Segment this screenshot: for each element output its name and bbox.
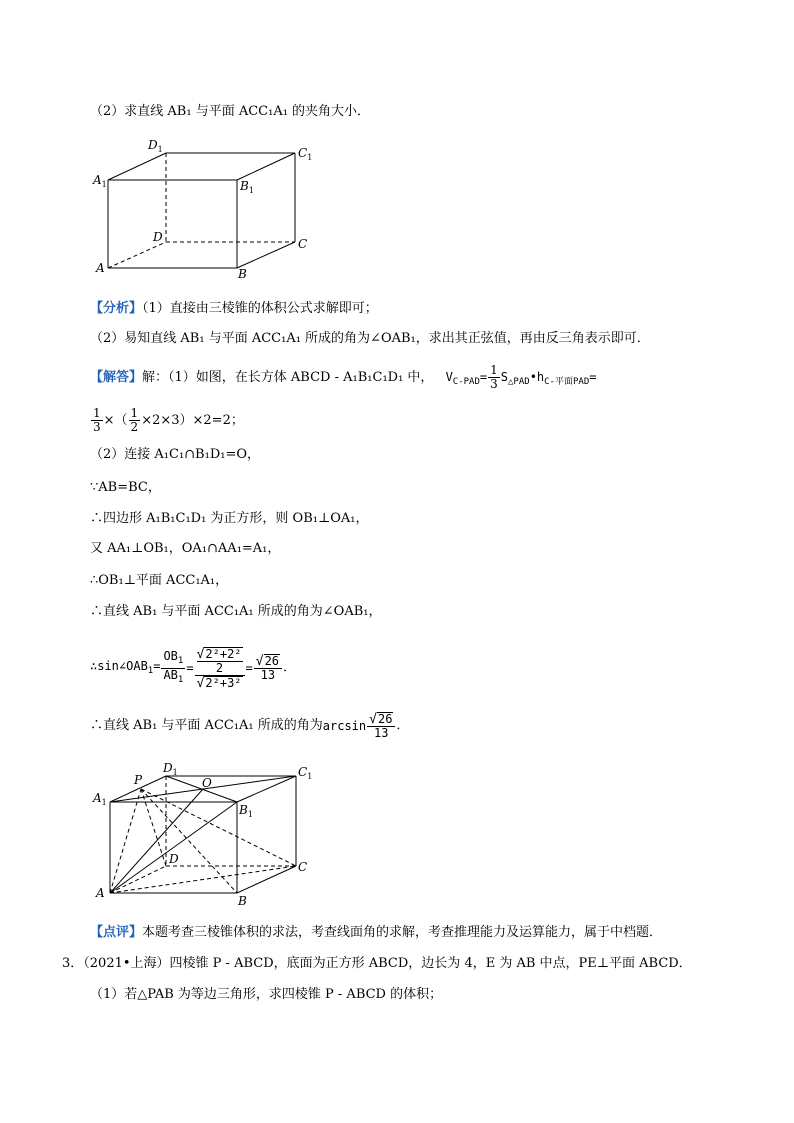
line-ao [110,789,203,893]
step-angle: ∴直线 AB₁ 与平面 ACC₁A₁ 所成的角为∠OAB₁， [90,604,382,619]
diag-b1d1 [166,776,237,802]
label-b-2: B [238,894,247,908]
label-p: P [134,773,143,787]
answer-line-1: 【解答】解：（1）如图，在长方体 ABCD - A₁B₁C₁D₁ 中， $V_{C-PAD}=$ $\frac{1}{3}$ $S_{\triangle PAD}•h_{C-平面PAD}=$ [90,363,597,391]
label-b1: $B_1$ [240,179,254,195]
label-a1-2: $A_1$ [93,791,107,807]
edge-bc [237,242,295,268]
edge-a1d1 [108,153,166,180]
step-plane: ∴OB₁⊥平面 ACC₁A₁， [90,573,229,588]
label-b1-2: $B_1$ [239,803,253,819]
comment-tag: 【点评】 [90,925,143,940]
comment-line: 【点评】本题考查三棱锥体积的求法，考查线面角的求解，考查推理能力及运算能力，属于中档题． [90,925,663,940]
edge-ad-hidden [108,242,166,268]
label-c-2: C [298,860,308,874]
question-3-part-1: （1）若△PAB 为等边三角形，求四棱锥 P - ABCD 的体积； [90,987,443,1002]
step-because: ∵AB=BC， [90,480,161,495]
label-b: B [238,267,247,281]
edge-b1c1 [237,153,295,180]
answer-line-2: $\frac{1}{3}$ ×（ $\frac{1}{2}$ ×2×3）×2=2； [93,406,244,434]
question-2: （2）求直线 AB₁ 与平面 ACC₁A₁ 的夹角大小． [90,104,371,119]
analysis-line-2: （2）易知直线 AB₁ 与平面 ACC₁A₁ 所成的角为∠OAB₁，求出其正弦值，再由反三角表示即可． [90,331,650,346]
label-c: C [298,237,308,251]
label-a: A [96,261,105,275]
label-d1-2: $D_1$ [163,761,178,777]
label-o: O [202,776,212,790]
conclusion-line: ∴直线 AB₁ 与平面 ACC₁A₁ 所成的角为 arcsin $\frac{√26}{13}$ ． [90,712,410,740]
analysis-line-1: 【分析】（1）直接由三棱锥的体积公式求解即可； [90,301,378,316]
label-c1: $C_1$ [298,146,313,162]
step-square: ∴四边形 A₁B₁C₁D₁ 为正方形，则 OB₁⊥OA₁， [90,511,369,526]
label-a-2: A [96,886,105,900]
answer-tag: 【解答】 [90,370,143,385]
diag-a1c1 [110,776,296,802]
analysis-tag: 【分析】 [90,301,143,316]
label-d: D [153,230,163,244]
question-3: 3．（2021•上海）四棱锥 P - ABCD，底面为正方形 ABCD，边长为 4，E 为 AB 中点，PE⊥平面 ABCD． [62,956,692,971]
label-d1: $D_1$ [148,138,163,154]
label-c1-2: $C_1$ [298,765,313,781]
step-connect: （2）连接 A₁C₁∩B₁D₁=O， [90,447,261,462]
line-ab1 [110,802,237,893]
step-perp: 又 AA₁⊥OB₁，OA₁∩AA₁=A₁， [90,541,281,556]
sin-formula: $\therefore\sin\angle OAB_1=$ $\frac{OB_1}{AB_1}$ = √2²+2² 2 √2²+3² = $\frac{√26}{13}$ ． [90,646,297,691]
label-a1: $A_1$ [93,173,107,189]
label-d-2: D [169,852,179,866]
